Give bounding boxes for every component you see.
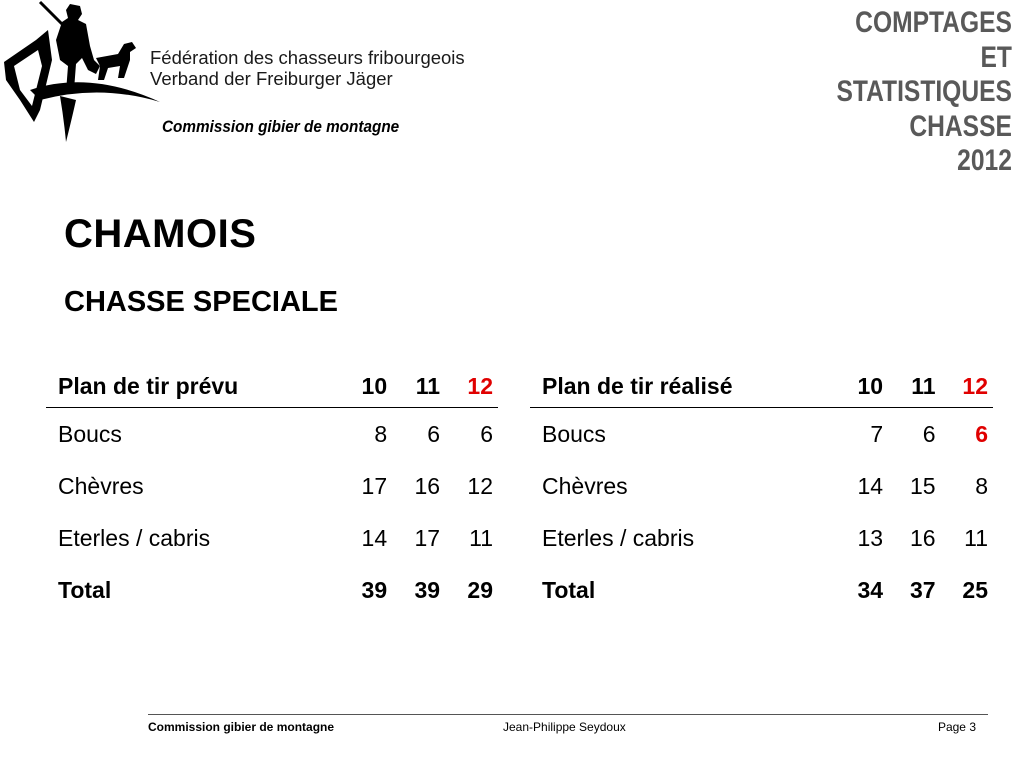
- total-cell: 29: [467, 576, 493, 603]
- footer-page-number: Page 3: [937, 720, 976, 734]
- page-title: CHAMOIS: [64, 212, 257, 256]
- table-cell: 14: [361, 524, 388, 551]
- realized-table: [530, 365, 993, 616]
- table-cell: 15: [909, 472, 936, 499]
- footer-commission: Commission gibier de montagne: [148, 720, 335, 734]
- federation-logo: [0, 0, 170, 150]
- corner-title-line-5: 2012: [957, 144, 1012, 177]
- organization-name: [150, 47, 465, 89]
- table-cell: 11: [964, 524, 988, 551]
- total-cell: 37: [909, 576, 936, 603]
- column-header: 11: [392, 365, 445, 408]
- corner-title-line-4: CHASSE: [909, 109, 1012, 143]
- table-row: [46, 460, 498, 512]
- table-header-row: [530, 365, 993, 408]
- table-cell: 11: [469, 524, 493, 551]
- table-cell: 8: [975, 472, 988, 499]
- total-cell: 39: [361, 576, 388, 603]
- corner-title-line-3: STATISTIQUES: [836, 75, 1012, 108]
- table-cell: 16: [909, 524, 936, 551]
- planned-table: [46, 365, 498, 616]
- column-header: 10: [836, 365, 888, 408]
- table-cell: 17: [361, 472, 388, 499]
- row-label: Chèvres: [58, 472, 144, 499]
- table-cell: 16: [414, 472, 441, 499]
- total-cell: 39: [414, 576, 441, 603]
- footer-divider: [148, 714, 988, 715]
- row-label: Boucs: [58, 420, 122, 447]
- table-row: [46, 408, 498, 461]
- total-row: [530, 564, 993, 616]
- column-header: 10: [339, 365, 392, 408]
- table-cell: 12: [467, 472, 493, 499]
- table-cell: 6: [922, 420, 936, 447]
- table-cell: 13: [857, 524, 884, 551]
- corner-title-line-1: COMPTAGES: [855, 6, 1012, 39]
- column-header: 12: [941, 365, 993, 408]
- org-name-fr: Fédération des chasseurs fribourgeois: [150, 47, 465, 68]
- row-label: Eterles / cabris: [58, 524, 211, 551]
- table-cell-highlighted: 6: [975, 420, 988, 447]
- column-header: Plan de tir réalisé: [530, 365, 836, 408]
- row-label: Boucs: [542, 420, 606, 447]
- table-cell: 6: [480, 420, 493, 447]
- total-cell: 34: [857, 576, 884, 603]
- column-header: Plan de tir prévu: [46, 365, 339, 408]
- total-label: Total: [58, 576, 112, 603]
- row-label: Eterles / cabris: [542, 524, 695, 551]
- table-row: [530, 460, 993, 512]
- footer-author: Jean-Philippe Seydoux: [503, 720, 626, 734]
- total-label: Total: [542, 576, 596, 603]
- page-subtitle: CHASSE SPECIALE: [64, 286, 338, 318]
- total-row: [46, 564, 498, 616]
- table-cell: 17: [414, 524, 441, 551]
- table-cell: 6: [427, 420, 441, 447]
- table-cell: 14: [857, 472, 884, 499]
- corner-title: [837, 6, 1012, 179]
- table-header-row: [46, 365, 498, 408]
- table-row: [530, 512, 993, 564]
- table-cell: 7: [870, 420, 884, 447]
- commission-name: Commission gibier de montagne: [162, 117, 400, 136]
- corner-title-line-2: ET: [980, 40, 1012, 74]
- org-name-de: Verband der Freiburger Jäger: [150, 68, 393, 89]
- table-cell: 8: [374, 420, 388, 447]
- total-cell: 25: [962, 576, 988, 603]
- row-label: Chèvres: [542, 472, 628, 499]
- column-header: 11: [888, 365, 940, 408]
- table-row: [530, 408, 993, 461]
- column-header: 12: [445, 365, 498, 408]
- table-row: [46, 512, 498, 564]
